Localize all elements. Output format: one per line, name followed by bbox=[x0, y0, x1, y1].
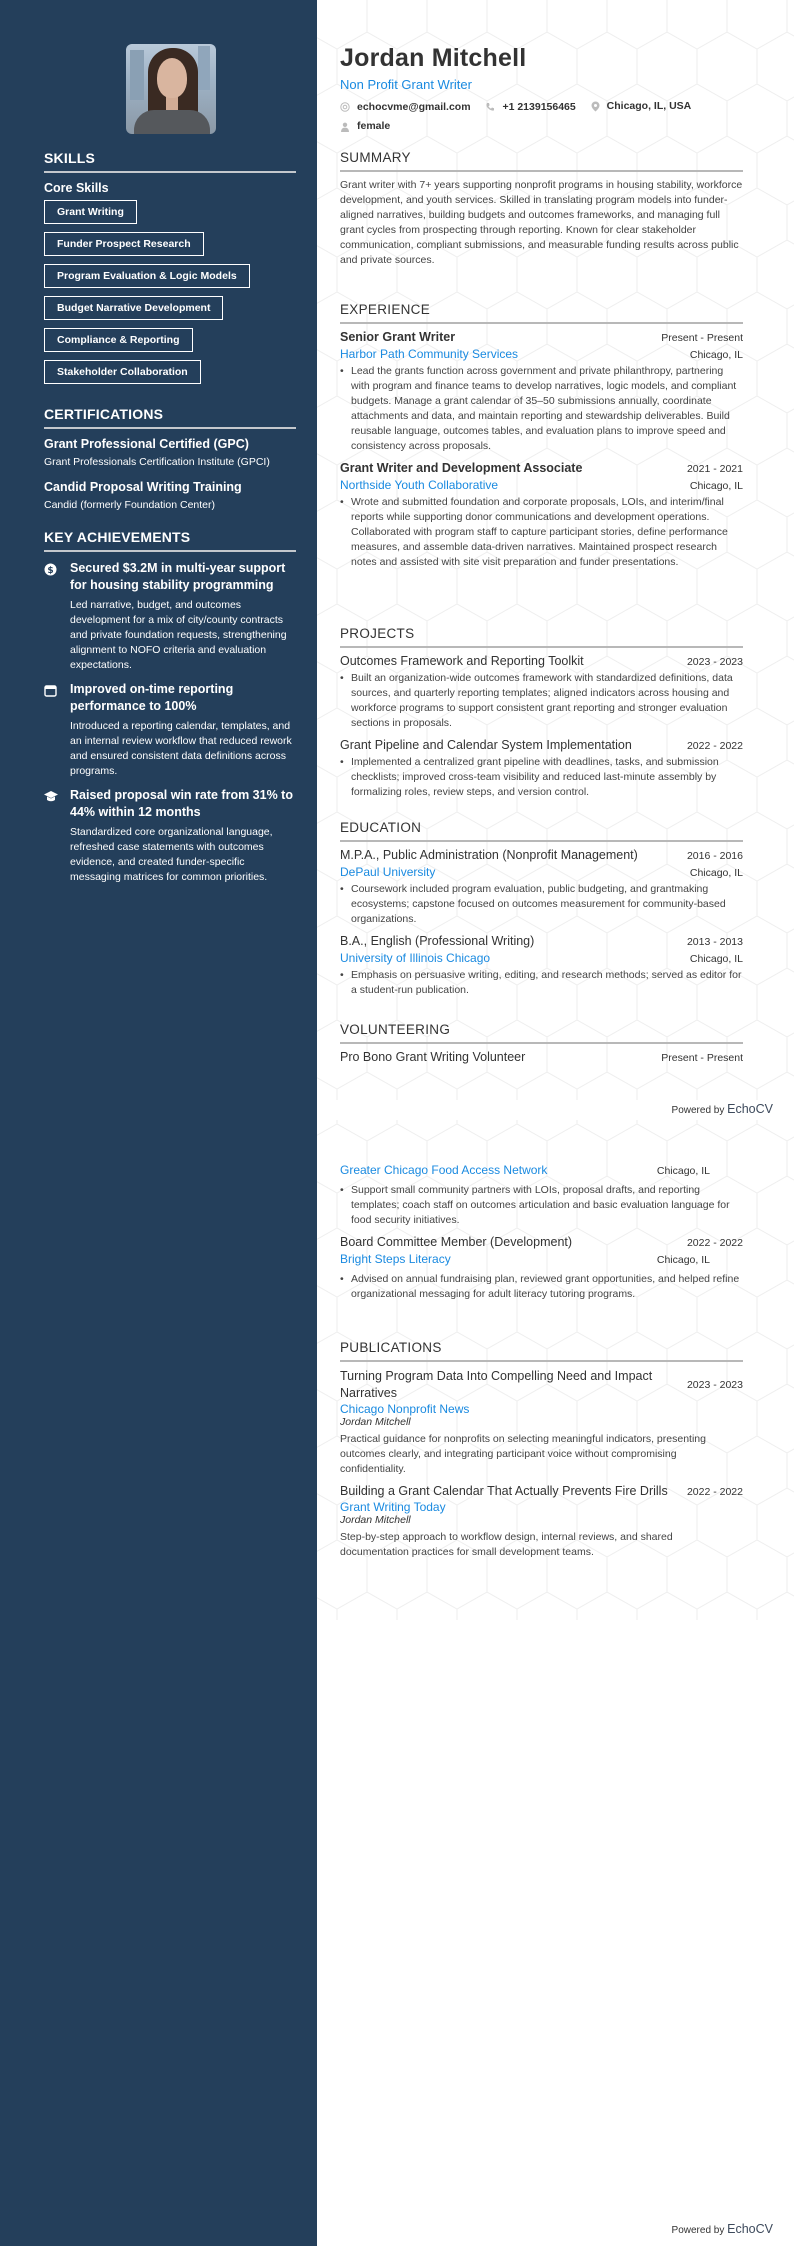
project-title: Grant Pipeline and Calendar System Implementation bbox=[340, 738, 632, 752]
email-text: echocvme@gmail.com bbox=[357, 100, 471, 113]
cert-title: Grant Professional Certified (GPC) bbox=[44, 437, 249, 451]
achievement-title: Improved on-time reporting performance to 100% bbox=[70, 682, 234, 713]
echocv-brand[interactable]: EchoCV bbox=[727, 2222, 773, 2236]
skill-chip: Funder Prospect Research bbox=[44, 232, 204, 256]
achievement-desc: Introduced a reporting calendar, templates, and an internal review workflow that reduced rework and ensured consistent data definitions across programs. bbox=[70, 720, 292, 777]
gender-text: female bbox=[357, 120, 391, 132]
position-title: Senior Grant Writer bbox=[340, 330, 456, 344]
cert-title: Candid Proposal Writing Training bbox=[44, 480, 242, 494]
experience-item bbox=[340, 330, 743, 454]
location: Chicago, IL bbox=[689, 953, 743, 965]
project-item bbox=[340, 738, 743, 800]
map-pin-icon bbox=[591, 101, 600, 112]
job-title: Non Profit Grant Writer bbox=[340, 77, 472, 92]
powered-by-footer: Powered by EchoCV bbox=[671, 1102, 773, 1116]
certifications-heading: CERTIFICATIONS bbox=[44, 406, 296, 429]
school-name: DePaul University bbox=[340, 865, 436, 879]
location: Chicago, IL bbox=[656, 1254, 710, 1266]
date-range: 2022 - 2022 bbox=[686, 1237, 743, 1249]
date-range: 2023 - 2023 bbox=[686, 656, 743, 668]
degree: M.P.A., Public Administration (Nonprofit Management) bbox=[340, 848, 638, 862]
author: Jordan Mitchell bbox=[340, 1514, 411, 1526]
summary-section bbox=[340, 150, 743, 268]
employer-name: Harbor Path Community Services bbox=[340, 347, 519, 361]
achievement-desc: Standardized core organizational language, refreshed case statements with outcomes evidence, and created funder-specific messaging matrices for common priorities. bbox=[70, 826, 273, 883]
skill-chip: Stakeholder Collaboration bbox=[44, 360, 201, 384]
location: Chicago, IL bbox=[689, 349, 743, 361]
date-range: 2016 - 2016 bbox=[686, 850, 743, 862]
candidate-name: Jordan Mitchell bbox=[340, 44, 527, 72]
publication-title: Turning Program Data Into Compelling Need and Impact Narratives bbox=[340, 1369, 653, 1400]
location-text: Chicago, IL, USA bbox=[606, 100, 692, 112]
experience-heading: EXPERIENCE bbox=[340, 302, 743, 324]
bullet-point: • Implemented a centralized grant pipeline with deadlines, tasks, and submission checklists; improved cross-team visibility and reduced last-minute assembly by formalizing roles, review steps, and version control. bbox=[340, 756, 719, 798]
employer-name: Northside Youth Collaborative bbox=[340, 478, 499, 492]
phone-icon bbox=[485, 102, 495, 112]
sidebar-content bbox=[44, 150, 296, 893]
achievements-heading: KEY ACHIEVEMENTS bbox=[44, 529, 296, 552]
sidebar bbox=[0, 0, 317, 2246]
skill-chip: Grant Writing bbox=[44, 200, 137, 224]
phone-text: +1 2139156465 bbox=[502, 100, 576, 113]
location: Chicago, IL bbox=[689, 867, 743, 879]
project-item bbox=[340, 654, 743, 731]
contact-gender bbox=[340, 118, 390, 135]
cert-org: Grant Professionals Certification Institute (GPCI) bbox=[44, 456, 270, 468]
achievements-section bbox=[44, 529, 296, 885]
experience-section bbox=[340, 302, 743, 577]
date-range: 2013 - 2013 bbox=[686, 936, 743, 948]
location: Chicago, IL bbox=[689, 480, 743, 492]
contact-phone[interactable] bbox=[485, 99, 575, 116]
volunteering-section bbox=[340, 1022, 743, 1064]
date-range: Present - Present bbox=[661, 332, 743, 344]
bullet-point: • Built an organization-wide outcomes framework with standardized definitions, data sources, and quarterly reporting templates; aligned indicators across housing and workforce programs to support consistent grant reporting and stronger evaluation sections in proposals. bbox=[340, 672, 733, 729]
summary-heading: SUMMARY bbox=[340, 150, 743, 172]
bullet-point: • Advised on annual fundraising plan, reviewed grant opportunities, and helped refine organizational messaging for adult literacy tutoring programs. bbox=[340, 1273, 740, 1300]
bullet-point: • Coursework included program evaluation, public budgeting, and grantmaking ecosystems; capstone focused on outcomes measurement for community-based organizations. bbox=[340, 883, 726, 925]
experience-item bbox=[340, 461, 743, 570]
education-item bbox=[340, 848, 743, 927]
profile-photo bbox=[126, 44, 216, 134]
skill-chip: Compliance & Reporting bbox=[44, 328, 193, 352]
contact-location bbox=[591, 98, 692, 115]
volunteer-role: Board Committee Member (Development) bbox=[340, 1235, 573, 1249]
bullet-point: • Wrote and submitted foundation and corporate proposals, LOIs, and interim/final reports while supporting donor communications and development operations. Collaborated with program staff to capture participant stories, define performance measures, and assemble data-driven narratives. Maintained prospect research notes and assisted with site visit preparation and funder presentations. bbox=[340, 496, 728, 568]
achievement-item bbox=[44, 681, 296, 779]
school-name: University of Illinois Chicago bbox=[340, 951, 491, 965]
certifications-section bbox=[44, 406, 296, 513]
date-range: 2023 - 2023 bbox=[686, 1379, 743, 1391]
bullet-point: • Support small community partners with LOIs, proposal drafts, and reporting templates; coach staff on outcomes articulation and basic evaluation language for food security initiatives. bbox=[340, 1184, 730, 1226]
achievement-item bbox=[44, 560, 296, 673]
svg-text:$: $ bbox=[47, 565, 54, 576]
education-heading: EDUCATION bbox=[340, 820, 743, 842]
bullet-point: • Lead the grants function across government and private philanthropy, partnering with program and finance teams to develop narratives, logic models, and compliant budgets. Manage a grant calendar of 35–50 submissions annually, coordinate attachments and data, and maintain reporting and stewardship deliverables. Build reusable language, outcomes tables, and evaluation plans to improve speed and consistency across proposals. bbox=[340, 365, 737, 452]
volunteer-org: Greater Chicago Food Access Network bbox=[340, 1163, 548, 1177]
date-range: Present - Present bbox=[661, 1052, 743, 1064]
achievement-title: Secured $3.2M in multi-year support for housing stability programming bbox=[70, 561, 286, 592]
skills-group-label: Core Skills bbox=[44, 181, 109, 195]
date-range: 2022 - 2022 bbox=[686, 1485, 743, 1498]
date-range: 2022 - 2022 bbox=[686, 740, 743, 752]
publisher: Grant Writing Today bbox=[340, 1500, 446, 1514]
powered-by-footer: Powered by EchoCV bbox=[671, 2222, 773, 2236]
bullet-point: • Emphasis on persuasive writing, editing, and research methods; served as editor for a student-run publication. bbox=[340, 969, 742, 996]
summary-text: Grant writer with 7+ years supporting nonprofit programs in housing stability, workforce development, and youth services. Skilled in translating program models into funder-aligned narratives, building budgets and outcomes frameworks, and managing full grant cycles from prospecting through reporting. Known for clear stakeholder communication, compliant submissions, and measurable funding results across public and private sources. bbox=[340, 179, 743, 266]
projects-heading: PROJECTS bbox=[340, 626, 743, 648]
projects-section bbox=[340, 626, 743, 807]
echocv-brand[interactable]: EchoCV bbox=[727, 1102, 773, 1116]
at-icon bbox=[340, 102, 350, 112]
volunteering-heading: VOLUNTEERING bbox=[340, 1022, 743, 1044]
volunteer-item bbox=[340, 1235, 743, 1302]
person-icon bbox=[340, 122, 350, 132]
location: Chicago, IL bbox=[656, 1165, 710, 1177]
contact-info bbox=[340, 98, 772, 138]
publications-section bbox=[340, 1340, 743, 1560]
skill-chip: Budget Narrative Development bbox=[44, 296, 223, 320]
position-title: Grant Writer and Development Associate bbox=[340, 461, 583, 475]
project-title: Outcomes Framework and Reporting Toolkit bbox=[340, 654, 584, 668]
education-item bbox=[340, 934, 743, 998]
skills-section bbox=[44, 150, 296, 392]
education-section bbox=[340, 820, 743, 1005]
publication-desc: Step-by-step approach to workflow design, internal reviews, and shared documentation practices for small development teams. bbox=[340, 1531, 673, 1558]
skill-chip: Program Evaluation & Logic Models bbox=[44, 264, 250, 288]
contact-email[interactable] bbox=[340, 99, 471, 116]
cert-org: Candid (formerly Foundation Center) bbox=[44, 499, 215, 511]
date-range: 2021 - 2021 bbox=[686, 463, 743, 475]
skills-heading: SKILLS bbox=[44, 150, 296, 173]
main-column bbox=[317, 0, 794, 2246]
publication-item bbox=[340, 1483, 743, 1560]
volunteering-continued bbox=[340, 1163, 743, 1309]
degree: B.A., English (Professional Writing) bbox=[340, 934, 535, 948]
publication-item bbox=[340, 1368, 743, 1477]
publication-desc: Practical guidance for nonprofits on selecting meaningful indicators, presenting outcomes clearly, and integrating participant voice without compromising confidentiality. bbox=[340, 1433, 706, 1475]
dollar-icon bbox=[44, 560, 70, 673]
publications-heading: PUBLICATIONS bbox=[340, 1340, 743, 1362]
publisher: Chicago Nonprofit News bbox=[340, 1402, 470, 1416]
volunteer-org: Bright Steps Literacy bbox=[340, 1252, 451, 1266]
graduation-cap-icon bbox=[44, 787, 70, 885]
publication-title: Building a Grant Calendar That Actually Prevents Fire Drills bbox=[340, 1484, 668, 1498]
achievement-title: Raised proposal win rate from 31% to 44% within 12 months bbox=[70, 788, 293, 819]
calendar-icon bbox=[44, 681, 70, 779]
achievement-desc: Led narrative, budget, and outcomes development for a mix of city/county contracts and private foundation requests, strengthening alignment to NOFO criteria and evaluation expectations. bbox=[70, 599, 287, 671]
author: Jordan Mitchell bbox=[340, 1416, 411, 1428]
achievement-item bbox=[44, 787, 296, 885]
volunteer-role: Pro Bono Grant Writing Volunteer bbox=[340, 1050, 526, 1064]
